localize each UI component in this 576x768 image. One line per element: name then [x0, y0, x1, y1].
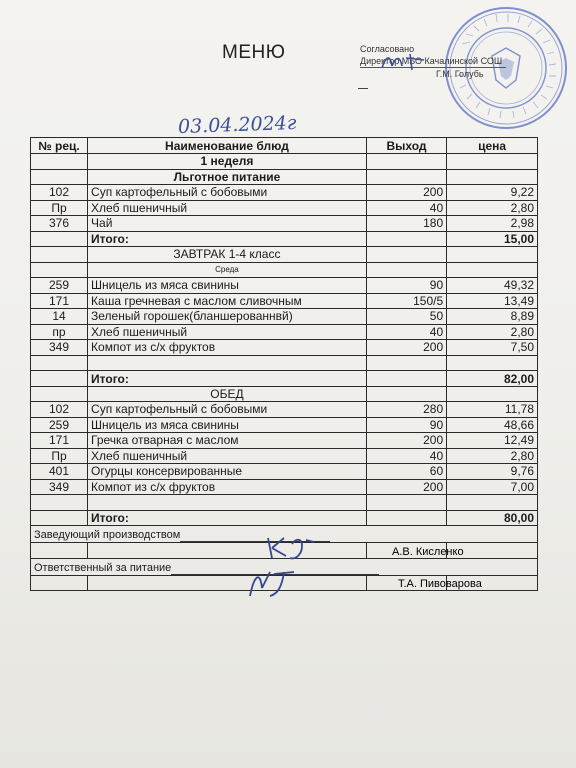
table-row: 171 Каша гречневая с маслом сливочным 150/5 13,49 [31, 293, 538, 309]
section-row [31, 247, 538, 263]
table-row: 102 Суп картофельный с бобовыми 280 11,78 [31, 402, 538, 418]
day-label: Среда [88, 262, 367, 278]
day-row [31, 262, 538, 278]
manager-signature [262, 534, 322, 562]
table-row: 349 Компот из с/х фруктов 200 7,00 [31, 479, 538, 495]
total-row [31, 371, 538, 387]
table-row: 259 Шницель из мяса свинины 90 48,66 [31, 417, 538, 433]
header-price: цена [447, 138, 538, 154]
week-label: 1 неделя [88, 154, 367, 170]
approval-name: Г.М. Голубь [436, 69, 484, 79]
table-row: 259 Шницель из мяса свинины 90 49,32 [31, 278, 538, 294]
table-row: пр Хлеб пшеничный 40 2,80 [31, 324, 538, 340]
empty-row [31, 495, 538, 511]
responsible-signature [244, 566, 304, 600]
total-label: Итого: [88, 371, 367, 387]
table-row: Пр Хлеб пшеничный 40 2,80 [31, 448, 538, 464]
section-lunch: ОБЕД [88, 386, 367, 402]
table-row: 349 Компот из с/х фруктов 200 7,50 [31, 340, 538, 356]
total-value: 80,00 [447, 510, 538, 526]
header-output: Выход [366, 138, 446, 154]
section-row [31, 169, 538, 185]
approval-heading: Согласовано [360, 44, 415, 54]
section-breakfast: ЗАВТРАК 1-4 класс [88, 247, 367, 263]
total-row [31, 510, 538, 526]
menu-table [30, 137, 538, 591]
dash-mark [358, 88, 368, 89]
week-row [31, 154, 538, 170]
responsible-label: Ответственный за питание [34, 561, 172, 574]
table-row: 14 Зеленый горошек(бланшерованнвй) 50 8,89 [31, 309, 538, 325]
page-title: МЕНЮ [222, 42, 286, 63]
approval-director: Директор МБО Качалинской СОШ [360, 55, 506, 68]
handwritten-date: 03.04.2024г [177, 111, 297, 139]
manager-name: А.В. Кисленко [392, 546, 464, 558]
total-label: Итого: [88, 510, 367, 526]
total-label: Итого: [88, 231, 367, 247]
table-row: 102 Суп картофельный с бобовыми 200 9,22 [31, 185, 538, 201]
table-row: 376 Чай 180 2,98 [31, 216, 538, 232]
table-header-row [31, 138, 538, 154]
empty-row [31, 355, 538, 371]
total-value: 15,00 [447, 231, 538, 247]
header-dish: Наименование блюд [88, 138, 367, 154]
table-row: 171 Гречка отварная с маслом 200 12,49 [31, 433, 538, 449]
total-value: 82,00 [447, 371, 538, 387]
total-row [31, 231, 538, 247]
responsible-name: Т.А. Пивоварова [398, 578, 482, 590]
table-row: 401 Огурцы консервированные 60 9,76 [31, 464, 538, 480]
section-preferential: Льготное питание [88, 169, 367, 185]
director-signature [378, 50, 430, 74]
manager-label: Заведующий производством [34, 529, 181, 541]
section-row [31, 386, 538, 402]
header-recipe: № рец. [31, 138, 88, 154]
table-row: Пр Хлеб пшеничный 40 2,80 [31, 200, 538, 216]
